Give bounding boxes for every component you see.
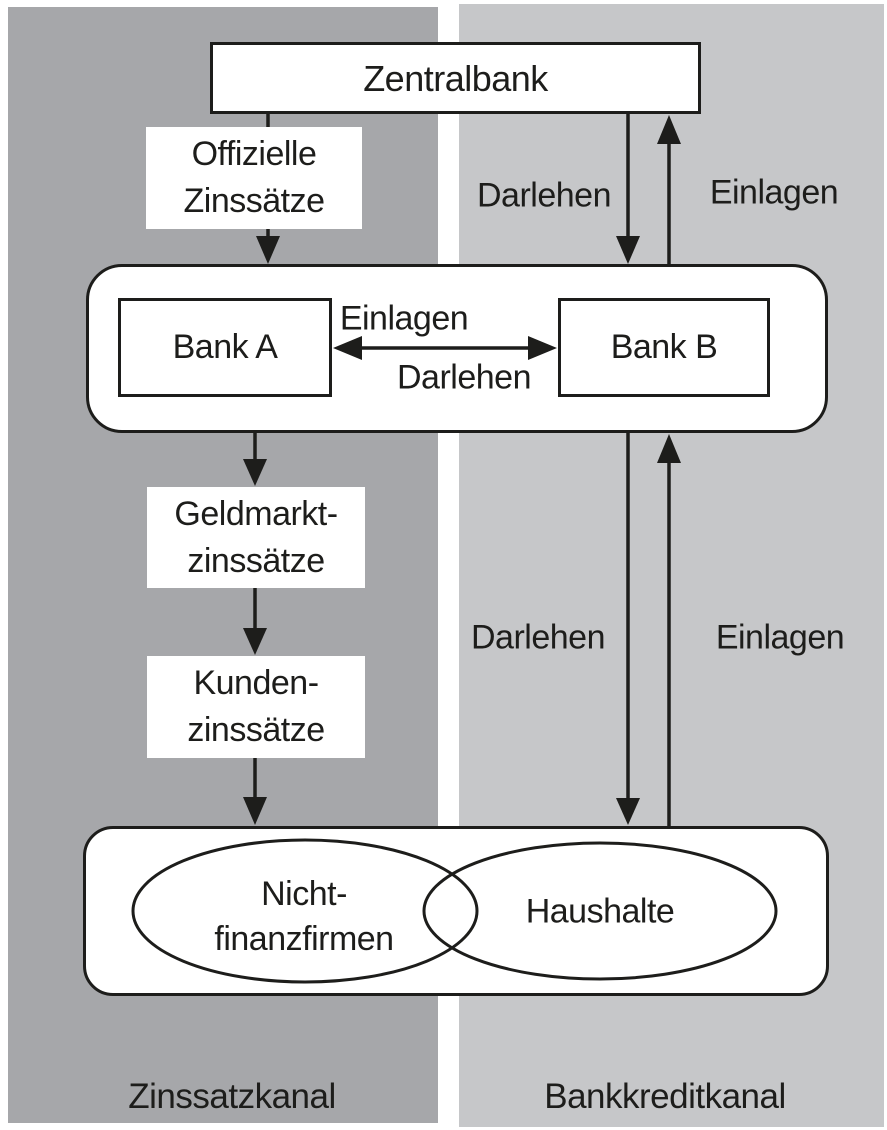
geldmarkt-zinssaetze-line2: zinssätze (187, 541, 325, 580)
arrow-kunden-to-public (243, 758, 267, 825)
offizielle-zinssaetze-line1: Offizielle (191, 135, 317, 173)
arrow-geldmarkt-to-kunden (243, 588, 267, 655)
darlehen-bottom-label: Darlehen (471, 618, 605, 657)
arrow-banks-to-public-darlehen (616, 433, 640, 825)
offizielle-zinssaetze-line2: Zinssätze (183, 182, 325, 220)
einlagen-bottom-label: Einlagen (715, 618, 845, 657)
nichtfinanzfirmen-line2: finanzfirmen (214, 920, 394, 958)
haushalte-label: Haushalte (525, 892, 675, 931)
geldmarkt-zinssaetze-line1: Geldmarkt- (174, 494, 338, 533)
einlagen-top-label: Einlagen (709, 173, 839, 212)
arrow-interbank-double (333, 336, 557, 360)
offizielle-zinssaetze-box (146, 127, 362, 229)
zinssatzkanal-caption: Zinssatzkanal (128, 1077, 336, 1116)
einlagen-interbank-label: Einlagen (339, 299, 469, 338)
arrow-public-to-banks-einlagen (657, 434, 681, 826)
arrow-banks-to-geldmarkt (243, 433, 267, 486)
bank-b-label: Bank B (610, 328, 718, 366)
bank-a-label: Bank A (172, 328, 278, 366)
zentralbank-box (210, 42, 701, 114)
bank-a-box (118, 298, 332, 397)
arrow-zentralbank-to-banks-darlehen (616, 114, 640, 264)
bankkreditkanal-caption: Bankkreditkanal (544, 1077, 786, 1116)
zentralbank-label: Zentralbank (363, 57, 548, 99)
geldmarkt-zinssaetze-box (147, 487, 365, 588)
kunden-zinssaetze-line1: Kunden- (193, 664, 319, 702)
darlehen-top-label: Darlehen (477, 176, 611, 215)
bank-b-box (558, 298, 770, 397)
kunden-zinssaetze-box (147, 656, 365, 758)
darlehen-interbank-label: Darlehen (397, 358, 531, 397)
kunden-zinssaetze-line2: zinssätze (187, 711, 325, 749)
nichtfinanzfirmen-line1: Nicht- (261, 875, 347, 913)
nichtfinanzfirmen-label (214, 872, 393, 962)
arrow-banks-to-zentralbank-einlagen (657, 115, 681, 264)
